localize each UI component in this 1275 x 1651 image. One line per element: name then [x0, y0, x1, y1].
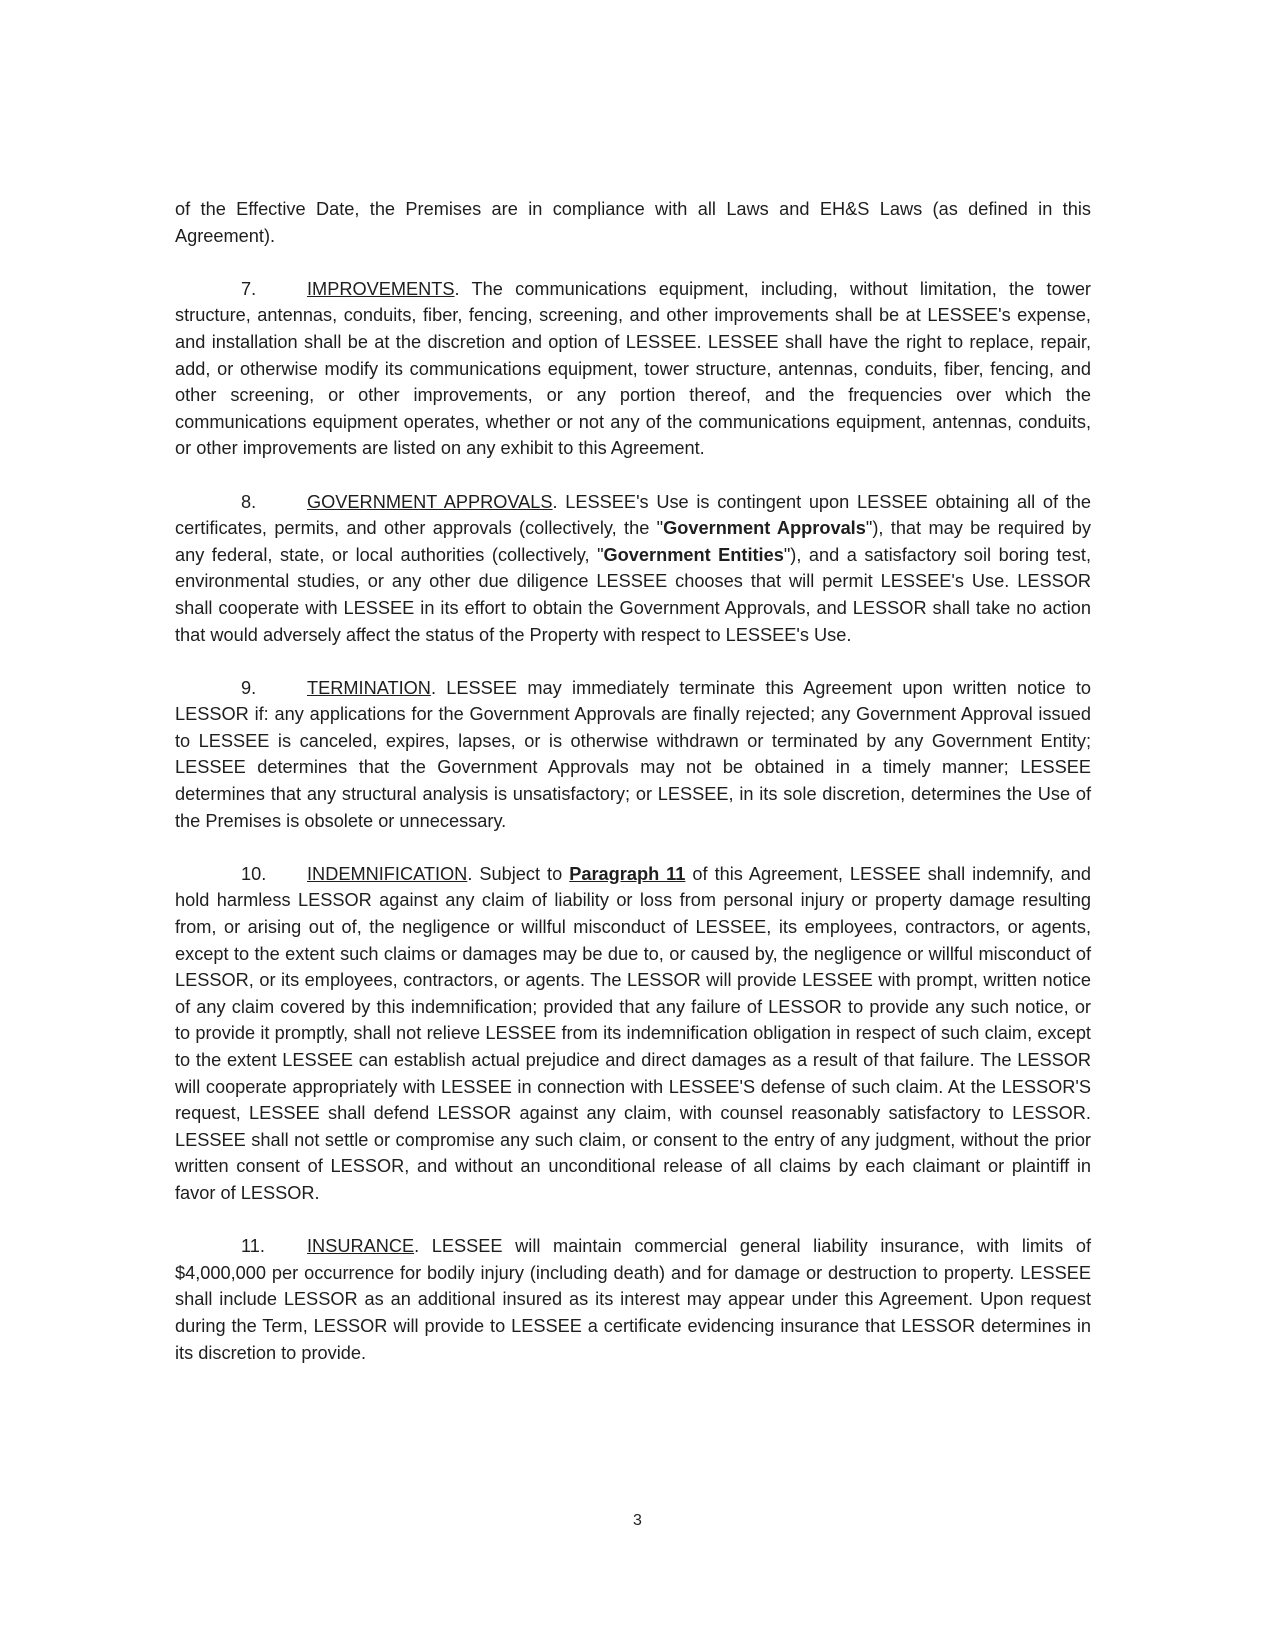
section-number: 11.: [241, 1236, 265, 1257]
continuation-paragraph: of the Effective Date, the Premises are in compliance with all Laws and EH&S Laws (as defined in this Agreement).: [175, 199, 1091, 246]
paragraph-reference: Paragraph 11: [569, 863, 686, 884]
section-heading: IMPROVEMENTS: [307, 278, 455, 299]
section-11-insurance: [175, 1233, 1091, 1366]
section-number: 9.: [241, 677, 257, 698]
section-body: . Subject to: [467, 863, 570, 884]
section-number: 7.: [241, 278, 257, 299]
section-body: of this Agreement, LESSEE shall indemnify, and hold harmless LESSOR against any claim of liability or loss from personal injury or property damage resulting from, or arising out of, the negligence or willful misconduct of LESSEE, its employees, contractors, or agents, except to the extent such claims or damages may be due to, or caused by, the negligence or willful misconduct of LESSOR, or its employees, contractors, or agents. The LESSOR will provide LESSEE with prompt, written notice of any claim covered by this indemnification; provided that any failure of LESSOR to provide any such notice, or to provide it promptly, shall not relieve LESSEE from its indemnification obligation in respect of such claim, except to the extent LESSEE can establish actual prejudice and direct damages as a result of that failure. The LESSOR will cooperate appropriately with LESSEE in connection with LESSEE'S defense of such claim. At the LESSOR'S request, LESSEE shall defend LESSOR against any claim, with counsel reasonably satisfactory to LESSOR. LESSEE shall not settle or compromise any such claim, or consent to the entry of any judgment, without the prior written consent of LESSOR, and without an unconditional release of all claims by each claimant or plaintiff in favor of LESSOR.: [175, 863, 1092, 1203]
section-body: . The communications equipment, including, without limitation, the tower structure, antennas, conduits, fiber, fencing, screening, and other improvements shall be at LESSEE's expense, and installation shall be at the discretion and option of LESSEE. LESSEE shall have the right to replace, repair, add, or otherwise modify its communications equipment, tower structure, antennas, conduits, fiber, fencing, and other screening, or other improvements, or any portion thereof, and the frequencies over which the communications equipment operates, whether or not any of the communications equipment, antennas, conduits, or other improvements are listed on any exhibit to this Agreement.: [175, 278, 1091, 459]
section-7-improvements: [175, 276, 1091, 462]
section-heading: INDEMNIFICATION: [307, 863, 468, 884]
section-body: . LESSEE will maintain commercial general liability insurance, with limits of $4,000,000 per occurrence for bodily injury (including death) and for damage or destruction to property. LESSEE shall include LESSOR as an additional insured as its interest may appear under this Agreement. Upon request during the Term, LESSOR will provide to LESSEE a certificate evidencing insurance that LESSOR determines in its discretion to provide.: [175, 1236, 1091, 1363]
section-body: "), that may be required by any federal, state, or local authorities (collectively, ": [175, 518, 1091, 565]
section-9-termination: [175, 675, 1091, 835]
page-number: 3: [633, 1512, 642, 1529]
section-heading: GOVERNMENT APPROVALS: [307, 491, 553, 512]
section-body: "), and a satisfactory soil boring test, environmental studies, or any other due diligence LESSEE chooses that will permit LESSEE's Use. LESSOR shall cooperate with LESSEE in its effort to obtain the Government Approvals, and LESSOR shall take no action that would adversely affect the status of the Property with respect to LESSEE's Use.: [175, 544, 1091, 645]
section-number: 8.: [241, 491, 257, 512]
section-body: . LESSEE's Use is contingent upon LESSEE obtaining all of the certificates, permits, and other approvals (collectively, the ": [175, 491, 1091, 539]
defined-term: Government Entities: [603, 544, 784, 565]
section-number: 10.: [241, 863, 267, 884]
document-page: [175, 196, 1091, 1393]
section-body: . LESSEE may immediately terminate this Agreement upon written notice to LESSOR if: any applications for the Government Approvals are finally rejected; any Government Approval issued to LESSEE is canceled, expires, lapses, or is otherwise withdrawn or terminated by any Government Entity; LESSEE determines that the Government Approvals may not be obtained in a timely manner; LESSEE determines that any structural analysis is unsatisfactory; or LESSEE, in its sole discretion, determines the Use of the Premises is obsolete or unnecessary.: [175, 677, 1091, 831]
section-heading: INSURANCE: [307, 1236, 415, 1257]
section-8-government-approvals: [175, 489, 1091, 649]
defined-term: Government Approvals: [663, 518, 866, 539]
section-10-indemnification: [175, 861, 1091, 1207]
section-heading: TERMINATION: [307, 677, 431, 698]
